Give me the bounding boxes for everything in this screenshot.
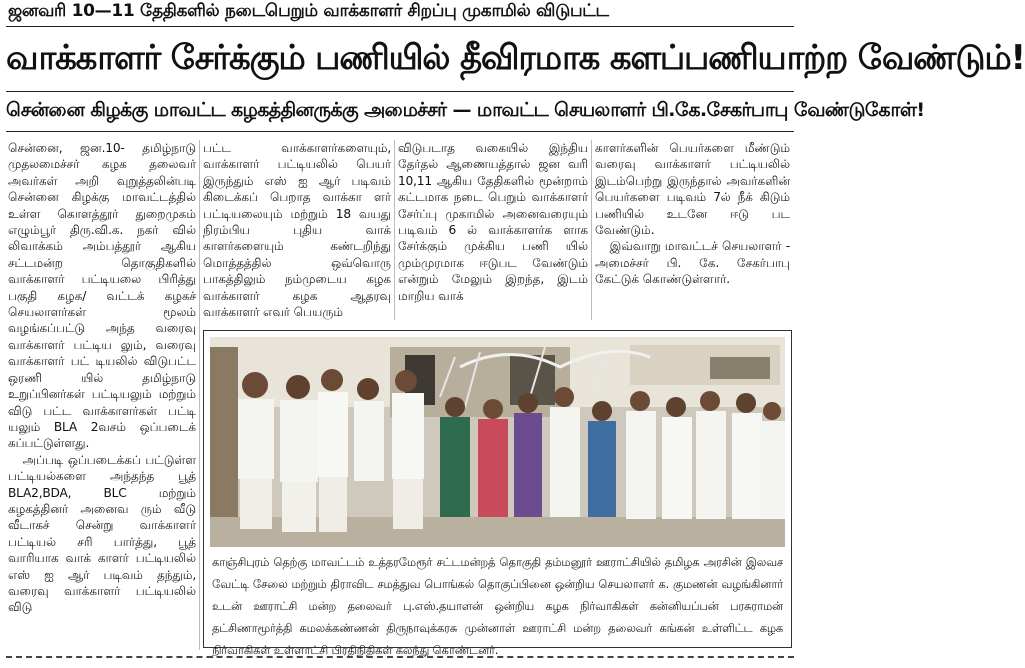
subhead-rule [6,131,794,132]
page-bottom-divider [6,656,794,658]
photo-caption: காஞ்சிபுரம் தெற்கு மாவட்டம் உத்தரமேரூர் சட்டமன்றத் தொகுதி தம்மனூர் ஊராட்சியில் தமிழக அரசின் இலவச வேட்டி சேலை மற்றும் திராவிட சமத்துவ பொங்கல் தொகுப்பினை ஒன்றிய செயலாளர் க. குமணன் வழங்கினார் உடன் ஊராட்சி மன்ற தலைவர் பு.எஸ்.தயாளன் ஒன்றிய கழக நிர்வாகிகள் கன்னியப்பன் பரசுராமன் தட்சிணாமூர்த்தி கமலக்கண்ணன் திருநாவுக்கரசு முன்னாள் ஊராட்சி மன்ற தலைவர் கங்கன் உள்ளிட்ட கழக நிர்வாகிகள் உள்ளாட்சி பிரதிநிதிகள் கலந்து கொண்டனர். [212,555,783,657]
group-photo-illustration [210,337,785,547]
subheadline: சென்னை கிழக்கு மாவட்ட கழகத்தினருக்கு அமைச்சர் — மாவட்ட செயலாளர் பி.கே.சேகர்பாபு வேண்டுகோள்! [6,99,925,121]
article-col3-para: விடுபடாத வகையில் இந்திய தேர்தல் ஆணையத்தால் ஜன வரி 10,11 ஆகிய தேதிகளில் மூன்றாம் கட்டமாக நடை பெறும் வாக்காளர் சேர்ப்பு முகாமில் அனைவரையும் படிவம் 6 ல் வாக்காளர்க ளாக சேர்க்கும் முக்கிய பணி யில் மும்முரமாக ஈடுபட வேண்டும் என்றும் மேலும் இறந்த, இடம் மாறிய வாக் [398,141,588,303]
article-col1-para-1: சென்னை, ஜன.10- தமிழ்நாடு முதலமைச்சர் கழக தலைவர் அவர்கள் அறி வுறுத்தலின்படி சென்னை கிழக்கு மாவட்டத்தில் உள்ள கொளத்தூர் துறைமுகம் எழும்பூர் திரு.வி.க. நகர் வில் லிவாக்கம் அம்பத்தூர் ஆகிய சட்டமன்ற தொகுதிகளில் வாக்காளர் பட்டியலை பிரித்து பகுதி கழக/ வட்டக் கழகச் செயலாளர்கள் மூலம் வழங்கப்பட்டு அந்த வரைவு வாக்காளர் பட்டிய லும், வரைவு வாக்காளர் பட் டியலில் விடுபட்ட ஒரணி யில் தமிழ்நாடு உறுப்பினர்கள் பட்டியலும் மற்றும் விடு பட்ட வாக்காளர்கள் பட்டி யலும் BLA 2வசம் ஒப்படைக் கப்பட்டுள்ளது. [8,141,196,451]
article-col4-para-1: காளர்களின் பெயர்களை மீண்டும் வரைவு வாக்காளர் பட்டியலில் இடம்பெற்று இருந்தால் அவர்களின் பெயர்களை படிவம் 7ல் நீக் கிடும் பணியில் உடனே ஈடு பட வேண்டும். [595,141,790,238]
article-column-1 [8,140,196,650]
kicker-rule [6,26,794,27]
kicker-headline: ஜனவரி 10—11 தேதிகளில் நடைபெறும் வாக்காளர் சிறப்பு முகாமில் விடுபட்ட [8,1,609,21]
column-separator [199,140,200,650]
photo-box [203,330,792,657]
news-photo [210,337,785,547]
column-separator [591,140,592,320]
main-headline: வாக்காளர் சேர்க்கும் பணியில் தீவிரமாக களப்பணியாற்ற வேண்டும்! [6,38,1025,78]
article-column-2 [203,140,391,320]
article-col1-para-2: அப்படி ஒப்படைக்கப் பட்டுள்ள பட்டியல்களை அந்தந்த பூத் BLA2,BDA, BLC மற்றும் கழகத்தினர் அனைவ ரும் வீடு வீடாகச் சென்று வாக்காளர் பட்டியல் சரி பார்த்து, பூத் வாரியாக வாக் காளர் பட்டியலில் எஸ் ஐ ஆர் படிவம் தந்தும், வரைவு வாக்காளர் பட்டியலில் விடு [8,452,196,615]
article-col4-para-2: இவ்வாறு மாவட்டச் செயலாளர் - அமைச்சர் பி. கே. சேகர்பாபு கேட்டுக் கொண்டுள்ளார். [595,239,790,287]
article-column-3 [398,140,588,320]
article-col2-para: பட்ட வாக்காளர்களையும், வாக்காளர் பட்டியலில் பெயர் இருந்தும் எஸ் ஐ ஆர் படிவம் கிடைக்கப் பெறாத வாக்கா ளர் பட்டியலையும் மற்றும் 18 வயது நிரம்பிய புதிய வாக் காளர்களையும் கண்டறிந்து மொத்தத்தில் ஒவ்வொரு பாகத்திலும் நம்முடைய கழக வாக்காளர் கழக ஆதரவு வாக்காளர் எவர் பெயரும் [203,141,391,320]
column-separator [394,140,395,320]
article-column-4 [595,140,790,320]
headline-rule [6,91,794,92]
